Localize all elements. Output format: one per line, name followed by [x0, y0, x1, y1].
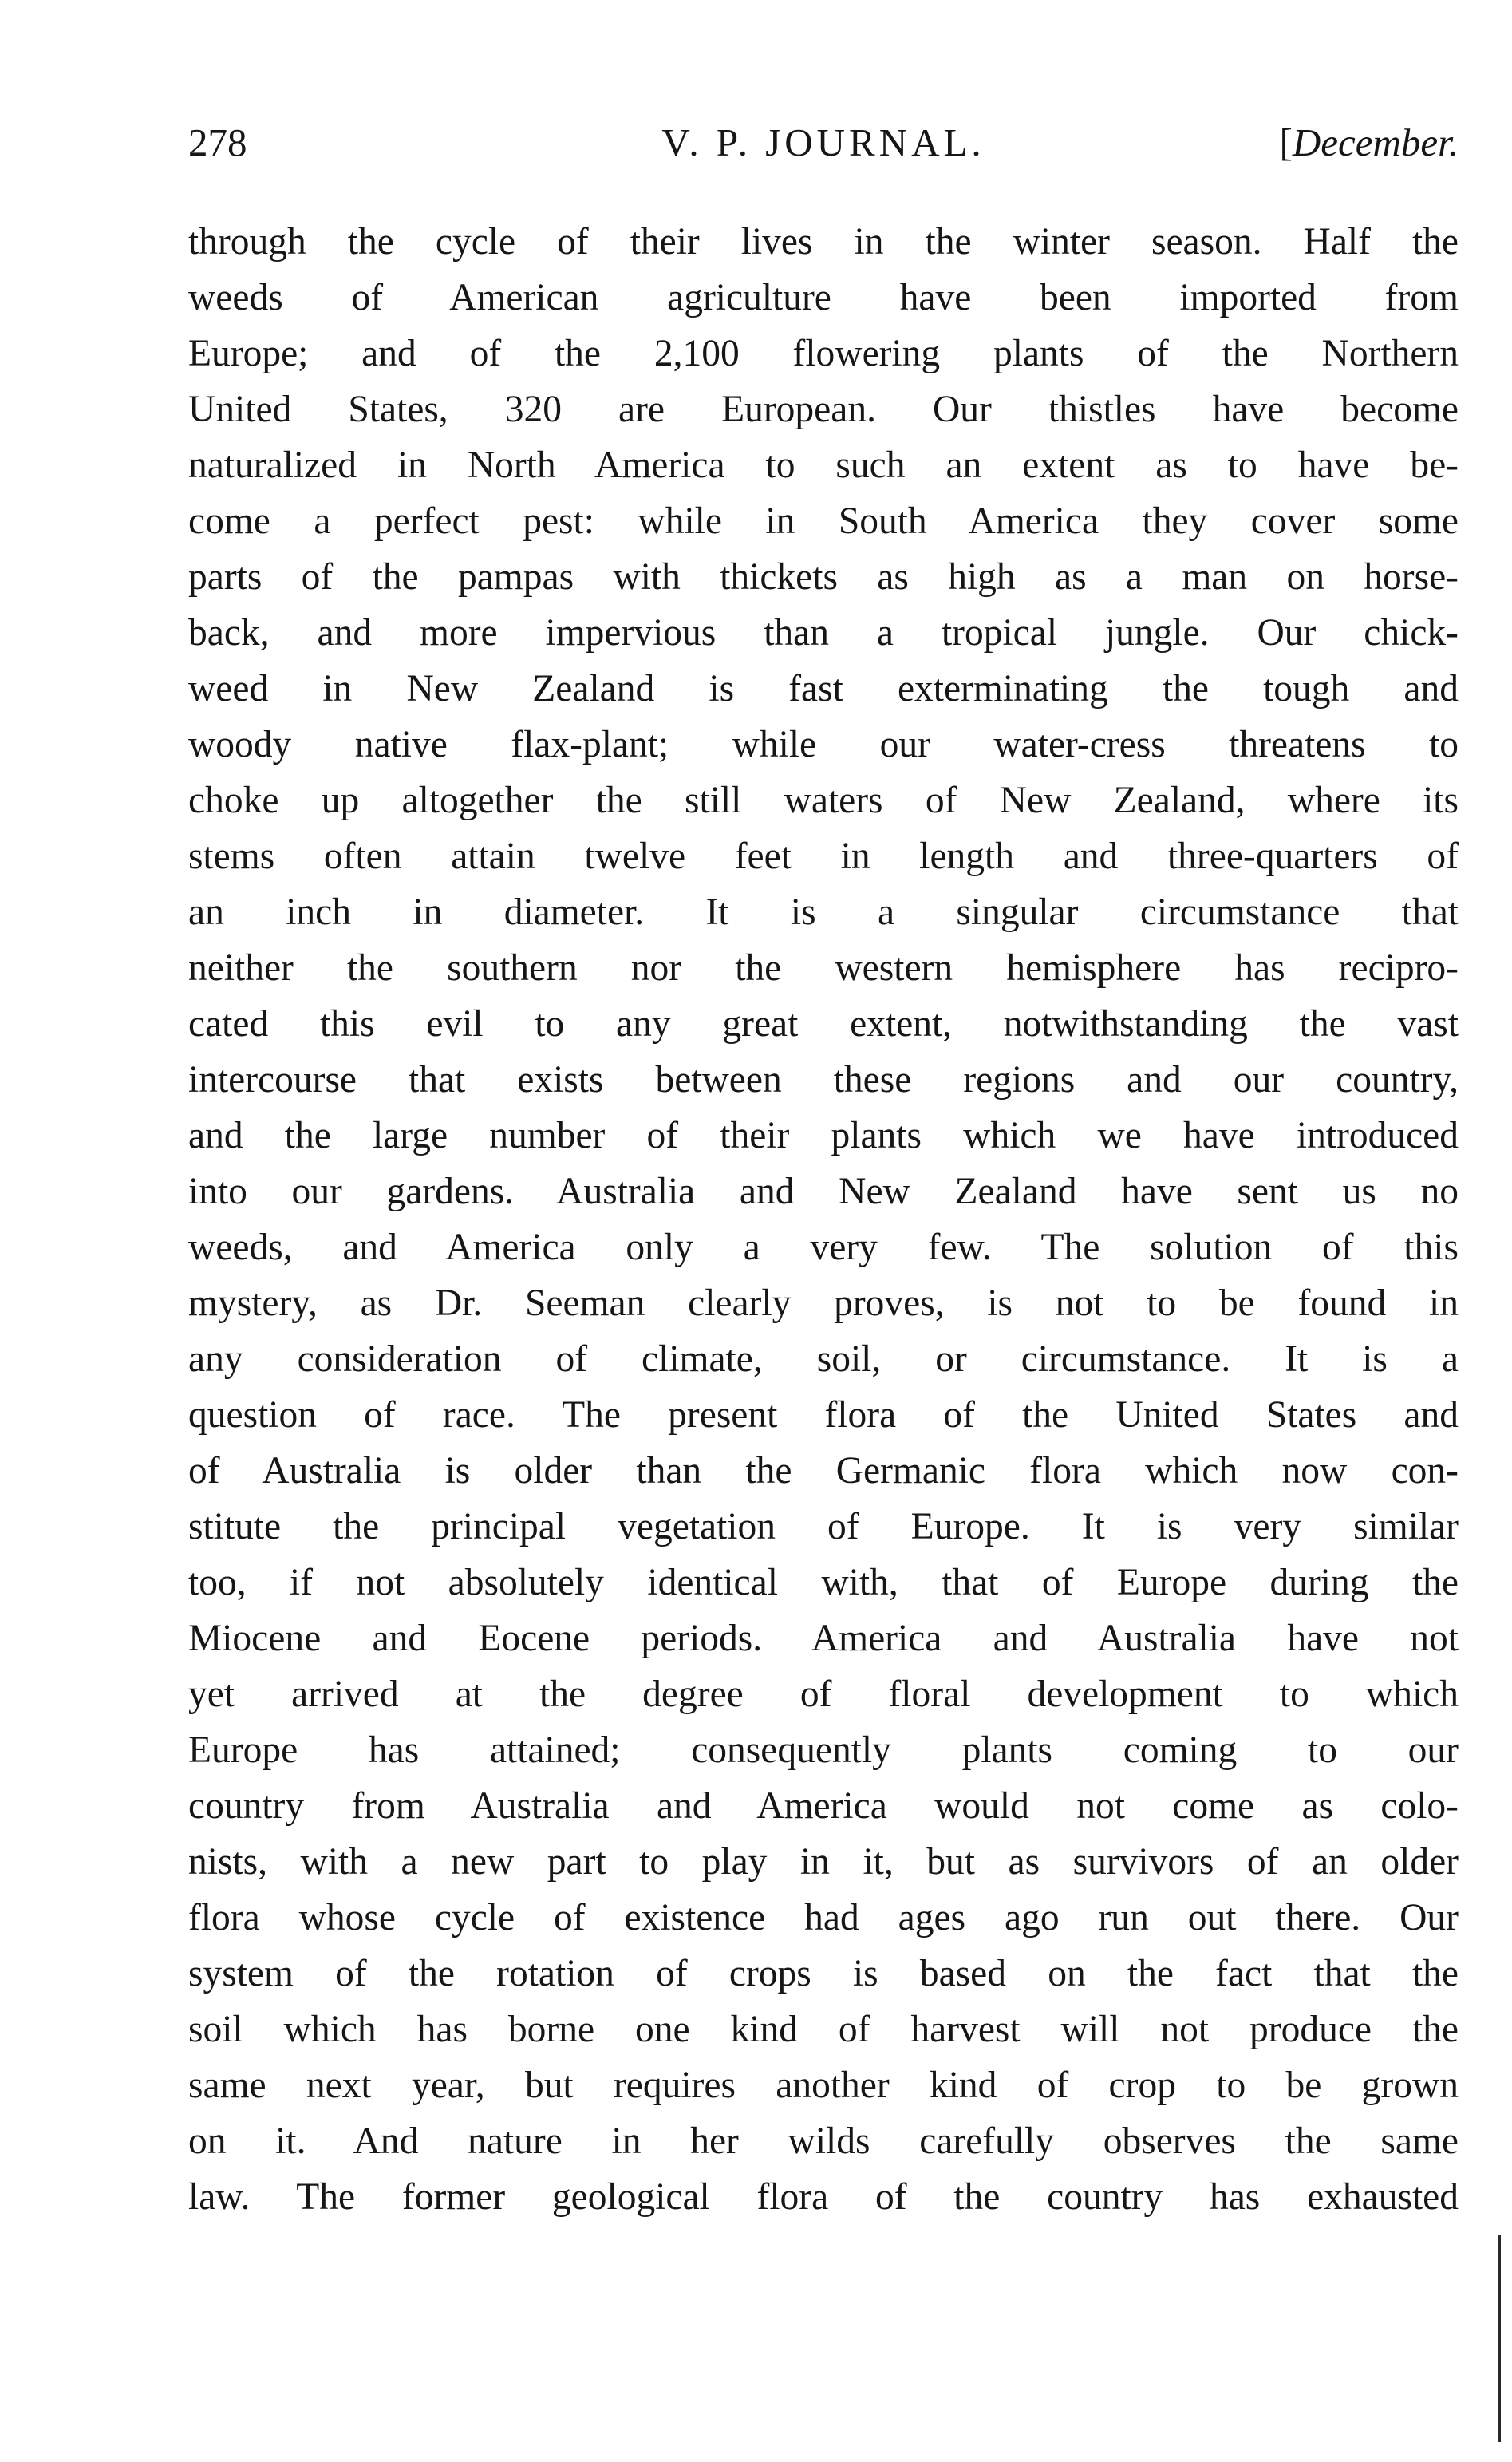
running-head [188, 120, 1459, 176]
scan-margin-line [1498, 2235, 1501, 2442]
body-paragraph [188, 214, 1459, 2225]
text-line: any consideration of climate, soil, or circumstance. It is a [188, 1338, 1459, 1380]
text-line: question of race. The present flora of the United States and [188, 1394, 1459, 1436]
text-line: weed in New Zealand is fast exterminating the tough and [188, 668, 1459, 709]
text-line: country from Australia and America would not come as colo- [188, 1785, 1459, 1827]
text-line: cated this evil to any great extent, notwithstanding the vast [188, 1003, 1459, 1045]
text-line: same next year, but requires another kind of crop to be grown [188, 2065, 1459, 2106]
page-number: 278 [188, 121, 247, 164]
text-line: naturalized in North America to such an extent as to have be- [188, 445, 1459, 486]
text-line: flora whose cycle of existence had ages ago run out there. Our [188, 1897, 1459, 1938]
text-line: back, and more impervious than a tropical jungle. Our chick- [188, 612, 1459, 654]
text-line: intercourse that exists between these regions and our country, [188, 1059, 1459, 1101]
month-bracket: [ [1279, 121, 1293, 164]
text-line: parts of the pampas with thickets as high as a man on horse- [188, 556, 1459, 598]
month-name: December. [1292, 121, 1459, 164]
text-line: neither the southern nor the western hemisphere has recipro- [188, 947, 1459, 989]
text-line: nists, with a new part to play in it, but as survivors of an older [188, 1841, 1459, 1883]
text-line: an inch in diameter. It is a singular circumstance that [188, 891, 1459, 933]
text-line: Europe has attained; consequently plants coming to our [188, 1729, 1459, 1771]
text-line: choke up altogether the still waters of New Zealand, where its [188, 780, 1459, 821]
month-label [1280, 120, 1459, 165]
text-line: system of the rotation of crops is based on the fact that the [188, 1953, 1459, 1994]
text-line: stitute the principal vegetation of Europe. It is very similar [188, 1506, 1459, 1547]
text-line: woody native flax-plant; while our water-cress threatens to [188, 724, 1459, 765]
text-line: yet arrived at the degree of floral development to which [188, 1674, 1459, 1715]
text-line: and the large number of their plants which we have introduced [188, 1115, 1459, 1156]
text-line: law. The former geological flora of the country has exhausted [188, 2176, 1459, 2218]
text-line: United States, 320 are European. Our thistles have become [188, 389, 1459, 430]
text-line: weeds of American agriculture have been imported from [188, 277, 1459, 318]
text-line: stems often attain twelve feet in length and three-quarters of [188, 836, 1459, 877]
text-line: on it. And nature in her wilds carefully observes the same [188, 2120, 1459, 2162]
text-line: Miocene and Eocene periods. America and Australia have not [188, 1618, 1459, 1659]
text-line: through the cycle of their lives in the winter season. Half the [188, 221, 1459, 263]
text-line: soil which has borne one kind of harvest will not produce the [188, 2009, 1459, 2050]
text-line: of Australia is older than the Germanic flora which now con- [188, 1450, 1459, 1492]
text-line: too, if not absolutely identical with, that of Europe during the [188, 1562, 1459, 1603]
journal-title: V. P. JOURNAL. [661, 121, 985, 164]
text-line: come a perfect pest: while in South America they cover some [188, 500, 1459, 542]
text-line: mystery, as Dr. Seeman clearly proves, is not to be found in [188, 1282, 1459, 1324]
text-line: into our gardens. Australia and New Zealand have sent us no [188, 1171, 1459, 1212]
text-line: Europe; and of the 2,100 flowering plants of the Northern [188, 333, 1459, 374]
text-line: weeds, and America only a very few. The solution of this [188, 1227, 1459, 1268]
